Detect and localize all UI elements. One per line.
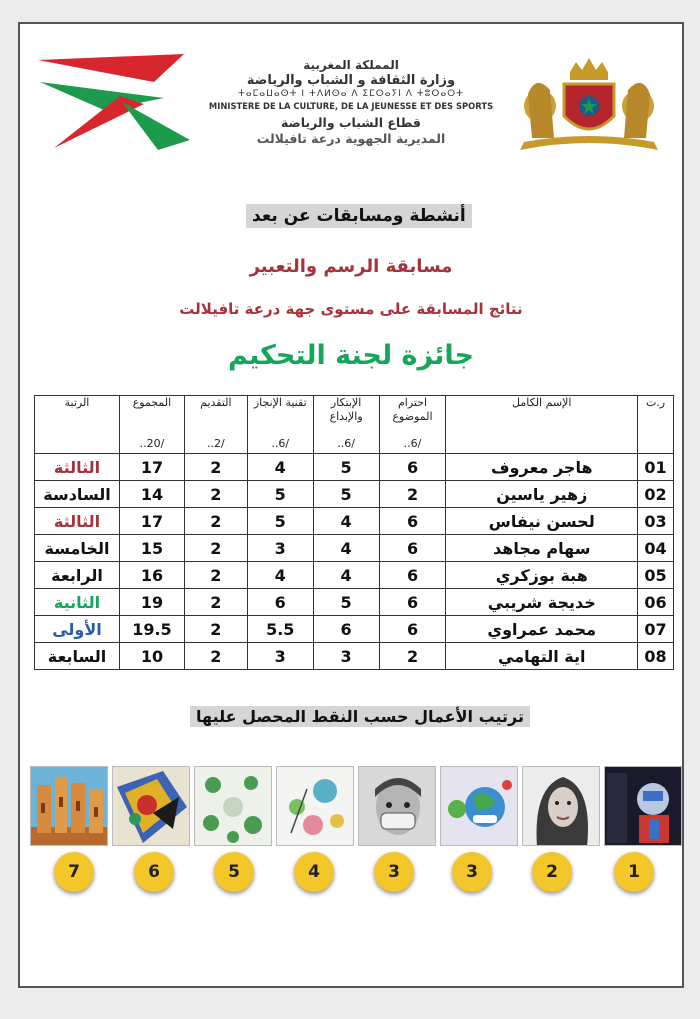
max-score: /20..: [139, 436, 165, 450]
cell-rank: الخامسة: [35, 535, 120, 562]
cell-respect: 6: [379, 616, 446, 643]
award-title: جائزة لجنة التحكيم: [227, 340, 475, 371]
cell-presentation: 2: [184, 508, 247, 535]
max-score: /6..: [271, 436, 290, 450]
artwork-virus-drawing: [194, 766, 272, 846]
ministry-logo: [34, 52, 194, 152]
header-num: ر.ت: [638, 396, 674, 454]
cell-respect: 6: [379, 508, 446, 535]
cell-creativity: 4: [313, 562, 379, 589]
results-subtitle: نتائج المسابقة على مستوى جهة درعة تافيلالت: [179, 300, 523, 318]
rank-badge: 1: [614, 852, 654, 892]
ministry-name-fr: MINISTERE DE LA CULTURE, DE LA JEUNESSE ET DES SPORTS: [208, 100, 494, 111]
document-page: [18, 22, 684, 988]
cell-name: لحسن نيفاس: [446, 508, 638, 535]
table-row: [35, 562, 674, 589]
cell-technique: 5: [247, 481, 313, 508]
rank-badge: 7: [54, 852, 94, 892]
cell-technique: 4: [247, 454, 313, 481]
cell-respect: 6: [379, 535, 446, 562]
ministry-name-tifinagh: ⵜⴰⵎⴰⵡⴰⵙⵜ ⵏ ⵜⴷⵍⵙⴰ ⴷ ⵉⵎⵔⴰⵢⵏ ⴷ ⵜⵓⵔⴰⵔⵜ: [237, 89, 465, 100]
header-total: المجموع /20..: [120, 396, 185, 454]
cell-name: هبة بوزكري: [446, 562, 638, 589]
cell-name: زهير ياسين: [446, 481, 638, 508]
coat-of-arms-icon: [514, 54, 664, 154]
letterhead: [20, 24, 682, 189]
directorate-name: المديرية الجهوية درعة تافيلالت: [256, 130, 446, 146]
cell-num: 01: [638, 454, 674, 481]
cell-respect: 6: [379, 454, 446, 481]
artwork-virus-cartoon: [276, 766, 354, 846]
cell-rank: السابعة: [35, 643, 120, 670]
table-row: [35, 589, 674, 616]
cell-num: 05: [638, 562, 674, 589]
kingdom-name: المملكة المغربية: [303, 58, 399, 72]
cell-name: محمد عمراوي: [446, 616, 638, 643]
cell-technique: 5: [247, 508, 313, 535]
cell-total: 14: [120, 481, 185, 508]
artwork-robot-painting: [604, 766, 682, 846]
cell-num: 04: [638, 535, 674, 562]
cell-creativity: 4: [313, 508, 379, 535]
cell-total: 15: [120, 535, 185, 562]
cell-presentation: 2: [184, 562, 247, 589]
cell-name: هاجر معروف: [446, 454, 638, 481]
cell-presentation: 2: [184, 481, 247, 508]
cell-num: 03: [638, 508, 674, 535]
artworks-strip: [30, 766, 678, 846]
cell-technique: 5.5: [247, 616, 313, 643]
cell-presentation: 2: [184, 616, 247, 643]
cell-num: 07: [638, 616, 674, 643]
cell-rank: الرابعة: [35, 562, 120, 589]
cell-presentation: 2: [184, 454, 247, 481]
cell-technique: 3: [247, 535, 313, 562]
cell-creativity: 5: [313, 481, 379, 508]
cell-technique: 6: [247, 589, 313, 616]
table-row: [35, 535, 674, 562]
cell-respect: 6: [379, 562, 446, 589]
letterhead-text: [186, 58, 516, 146]
cell-name: اية التهامي: [446, 643, 638, 670]
artwork-girl-portrait: [522, 766, 600, 846]
header-name: الإسم الكامل: [446, 396, 638, 454]
main-title: أنشطة ومسابقات عن بعد: [246, 204, 472, 228]
table-row: [35, 616, 674, 643]
rank-badge: 3: [452, 852, 492, 892]
cell-num: 06: [638, 589, 674, 616]
rank-badge: 4: [294, 852, 334, 892]
cell-presentation: 2: [184, 535, 247, 562]
cell-presentation: 2: [184, 589, 247, 616]
cell-creativity: 5: [313, 454, 379, 481]
artwork-castle-painting: [30, 766, 108, 846]
header-respect: احترام الموضوع /6..: [379, 396, 446, 454]
header-technique: تقنية الإنجاز /6..: [247, 396, 313, 454]
cell-name: خديجة شريبي: [446, 589, 638, 616]
cell-total: 19: [120, 589, 185, 616]
artwork-globe-virus: [440, 766, 518, 846]
table-row: [35, 508, 674, 535]
cell-rank: الأولى: [35, 616, 120, 643]
cell-total: 17: [120, 508, 185, 535]
table-row: [35, 454, 674, 481]
cell-num: 08: [638, 643, 674, 670]
cell-respect: 2: [379, 643, 446, 670]
cell-rank: الثانية: [35, 589, 120, 616]
artwork-abstract-painting: [112, 766, 190, 846]
ministry-name-ar: وزارة الثقافة و الشباب والرياضة: [246, 73, 456, 88]
header-presentation: التقديم /2..: [184, 396, 247, 454]
sector-name: قطاع الشباب والرياضة: [281, 115, 421, 130]
header-creativity: الإبتكار والإبداع /6..: [313, 396, 379, 454]
cell-respect: 2: [379, 481, 446, 508]
results-table: [34, 395, 674, 670]
cell-total: 16: [120, 562, 185, 589]
max-score: /2..: [206, 436, 225, 450]
artwork-masked-portrait: [358, 766, 436, 846]
cell-respect: 6: [379, 589, 446, 616]
cell-rank: الثالثة: [35, 454, 120, 481]
cell-total: 17: [120, 454, 185, 481]
rank-badge: 2: [532, 852, 572, 892]
rank-badge: 3: [374, 852, 414, 892]
cell-name: سهام مجاهد: [446, 535, 638, 562]
header-rank: الرتبة: [35, 396, 120, 454]
cell-rank: الثالثة: [35, 508, 120, 535]
cell-total: 10: [120, 643, 185, 670]
cell-creativity: 3: [313, 643, 379, 670]
cell-presentation: 2: [184, 643, 247, 670]
cell-creativity: 4: [313, 535, 379, 562]
ranking-title: ترتيب الأعمال حسب النقط المحصل عليها: [190, 706, 530, 727]
table-row: [35, 481, 674, 508]
cell-technique: 3: [247, 643, 313, 670]
rank-badge: 5: [214, 852, 254, 892]
cell-technique: 4: [247, 562, 313, 589]
table-row: [35, 643, 674, 670]
table-header-row: [35, 396, 674, 454]
cell-rank: السادسة: [35, 481, 120, 508]
competition-title: مسابقة الرسم والتعبير: [249, 256, 453, 277]
max-score: /6..: [337, 436, 355, 450]
cell-creativity: 5: [313, 589, 379, 616]
cell-total: 19.5: [120, 616, 185, 643]
max-score: /6..: [403, 436, 422, 450]
cell-num: 02: [638, 481, 674, 508]
rank-badge: 6: [134, 852, 174, 892]
cell-creativity: 6: [313, 616, 379, 643]
